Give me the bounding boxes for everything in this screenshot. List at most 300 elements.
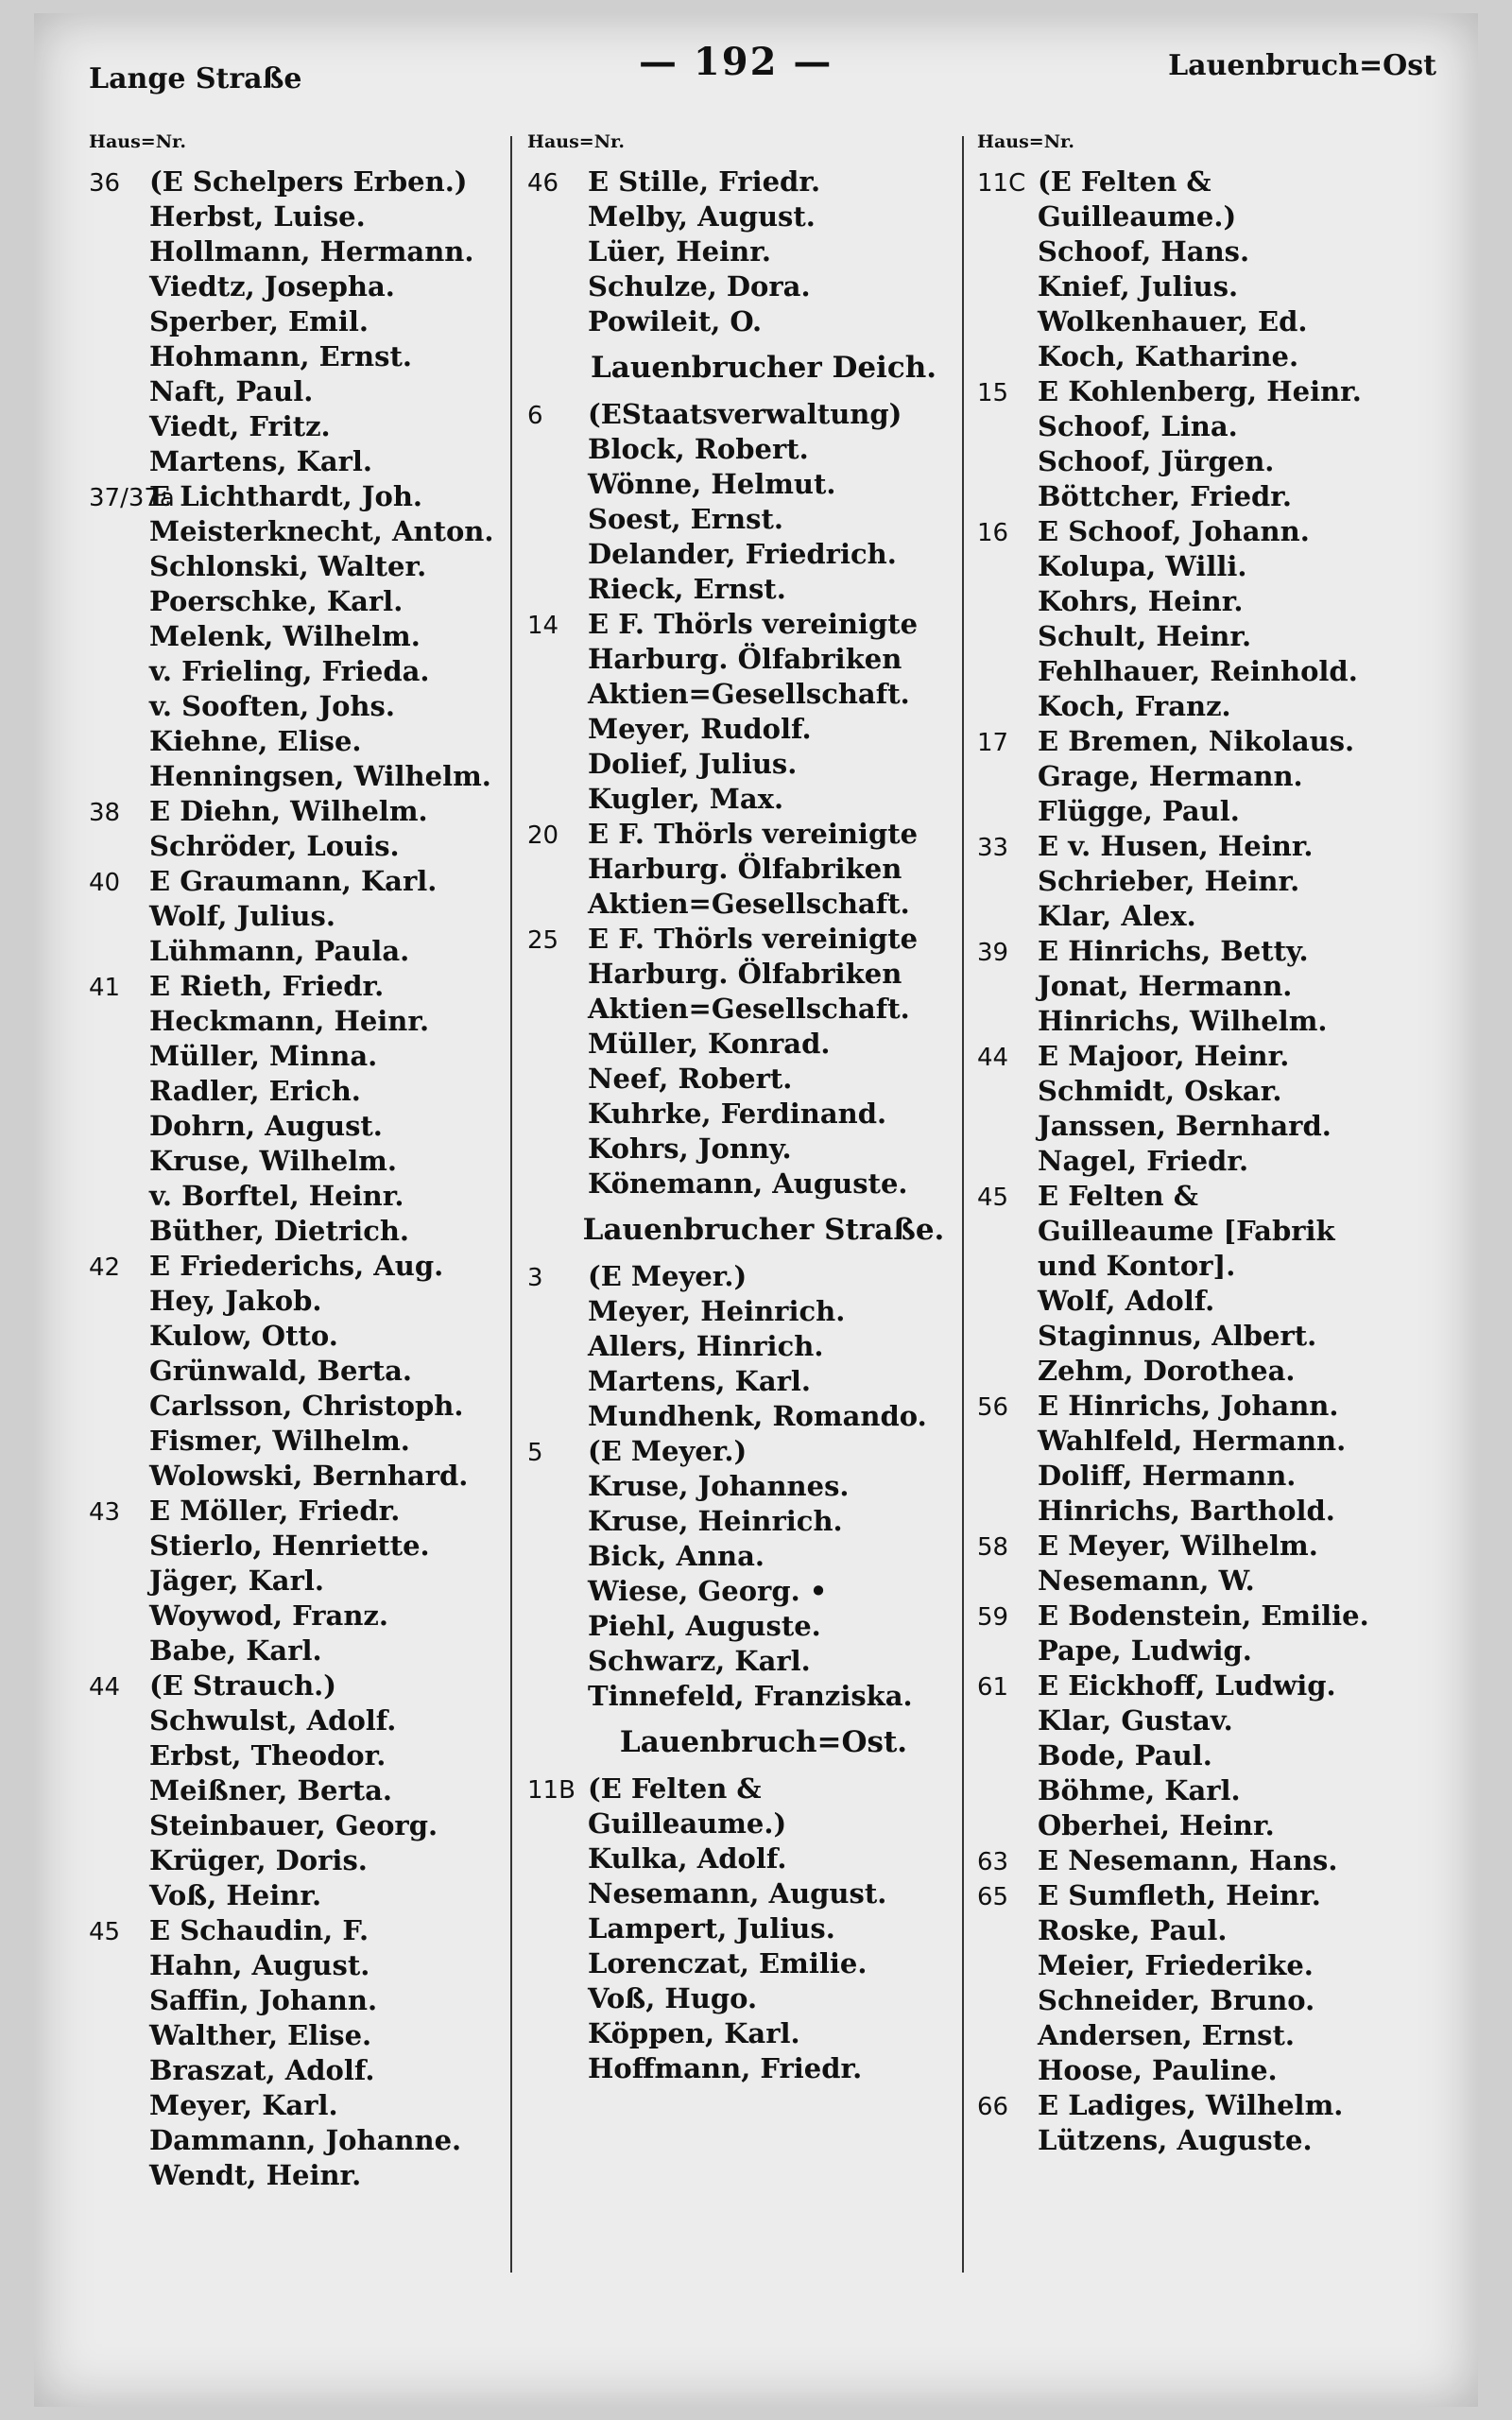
house-number: 61	[977, 1673, 1009, 1702]
directory-entry	[977, 654, 1469, 689]
resident-name: Piehl, Auguste.	[588, 1610, 821, 1642]
resident-name: E Diehn, Wilhelm.	[149, 795, 428, 827]
directory-entry	[977, 514, 1469, 549]
street-heading: Lauenbruch=Ost.	[619, 1725, 908, 1759]
directory-entry	[977, 1668, 1469, 1703]
directory-entry	[527, 817, 1000, 852]
directory-entry	[89, 2053, 561, 2088]
directory-entry	[527, 1259, 1000, 1294]
directory-entry	[89, 724, 561, 759]
resident-name: E F. Thörls vereinigte	[588, 818, 919, 850]
directory-entry	[977, 1424, 1469, 1459]
resident-name: Kohrs, Heinr.	[1038, 585, 1244, 617]
resident-name: Böttcher, Friedr.	[1038, 480, 1293, 512]
resident-name: Flügge, Paul.	[1038, 795, 1240, 827]
directory-entry	[977, 1354, 1469, 1389]
house-number: 6	[527, 402, 543, 430]
house-number: 37/37a	[89, 484, 175, 512]
resident-name: E Bremen, Nikolaus.	[1038, 725, 1355, 757]
resident-name: Saffin, Johann.	[149, 1984, 378, 2016]
directory-entry	[89, 304, 561, 339]
directory-entry	[527, 432, 1000, 467]
directory-entry	[89, 1948, 561, 1983]
directory-entry	[89, 1319, 561, 1354]
resident-name: E Sumfleth, Heinr.	[1038, 1879, 1321, 1911]
directory-entry	[527, 922, 1000, 957]
resident-name: Meißner, Berta.	[149, 1774, 393, 1806]
directory-entry	[527, 1772, 1000, 1806]
resident-name: (E Schelpers Erben.)	[149, 165, 468, 198]
resident-name: Jonat, Hermann.	[1038, 970, 1293, 1002]
resident-name: Wolowski, Bernhard.	[149, 1460, 469, 1492]
house-number: 65	[977, 1883, 1009, 1911]
directory-entry	[977, 1249, 1469, 1284]
directory-entry	[977, 724, 1469, 759]
directory-entry	[977, 1494, 1469, 1529]
resident-name: Grage, Hermann.	[1038, 760, 1303, 792]
resident-name: (E Felten &	[1038, 165, 1211, 198]
directory-entry	[89, 2018, 561, 2053]
resident-name: Kruse, Johannes.	[588, 1470, 850, 1502]
resident-name: Aktien=Gesellschaft.	[588, 678, 910, 710]
directory-entry	[89, 444, 561, 479]
resident-name: Fismer, Wilhelm.	[149, 1425, 410, 1457]
directory-entry	[527, 957, 1000, 992]
resident-name: Schult, Heinr.	[1038, 620, 1252, 652]
directory-entry	[89, 2158, 561, 2193]
resident-name: E Eickhoff, Ludwig.	[1038, 1669, 1336, 1702]
street-heading: Lauenbrucher Deich.	[590, 351, 937, 385]
directory-entry	[527, 1027, 1000, 1062]
house-number: 11C	[977, 169, 1026, 198]
resident-name: Kulow, Otto.	[149, 1320, 338, 1352]
resident-name: Allers, Hinrich.	[588, 1330, 824, 1362]
directory-entry	[977, 2123, 1469, 2158]
resident-name: (E Strauch.)	[149, 1669, 336, 1702]
directory-entry	[89, 619, 561, 654]
resident-name: Köppen, Karl.	[588, 2017, 800, 2049]
directory-entry	[977, 1983, 1469, 2018]
directory-entry	[527, 537, 1000, 572]
directory-entry	[977, 374, 1469, 409]
house-number: 14	[527, 612, 559, 640]
directory-entry	[527, 677, 1000, 712]
resident-name: Koch, Franz.	[1038, 690, 1231, 722]
resident-name: Lüer, Heinr.	[588, 235, 771, 268]
directory-entry	[89, 1389, 561, 1424]
resident-name: Harburg. Ölfabriken	[588, 643, 902, 675]
directory-entry	[527, 1679, 1000, 1714]
resident-name: Meier, Friederike.	[1038, 1949, 1314, 1981]
directory-entry	[527, 397, 1000, 432]
resident-name: v. Frieling, Frieda.	[149, 655, 430, 687]
resident-name: Schoof, Jürgen.	[1038, 445, 1275, 477]
directory-entry	[89, 1004, 561, 1039]
directory-entry	[527, 572, 1000, 607]
directory-entry	[527, 304, 1000, 339]
directory-entry	[527, 1399, 1000, 1434]
house-number: 20	[527, 821, 559, 850]
directory-entry	[977, 864, 1469, 899]
resident-name: Kolupa, Willi.	[1038, 550, 1247, 582]
house-number: 38	[89, 799, 121, 827]
directory-entry	[527, 1609, 1000, 1644]
resident-name: E Ladiges, Wilhelm.	[1038, 2089, 1344, 2121]
resident-name: v. Sooften, Johs.	[149, 690, 395, 722]
directory-entry	[89, 1564, 561, 1599]
resident-name: Fehlhauer, Reinhold.	[1038, 655, 1358, 687]
resident-name: Schlonski, Walter.	[149, 550, 427, 582]
resident-name: Büther, Dietrich.	[149, 1215, 410, 1247]
resident-name: Könemann, Auguste.	[588, 1167, 908, 1200]
column-header: Haus=Nr.	[89, 131, 186, 152]
resident-name: und Kontor].	[1038, 1250, 1236, 1282]
directory-entry	[527, 1911, 1000, 1946]
resident-name: Kohrs, Jonny.	[588, 1132, 792, 1165]
resident-name: Heckmann, Heinr.	[149, 1005, 430, 1037]
directory-entry	[89, 374, 561, 409]
directory-entry	[89, 1634, 561, 1668]
resident-name: Bick, Anna.	[588, 1540, 765, 1572]
resident-name: Hahn, August.	[149, 1949, 370, 1981]
resident-name: Powileit, O.	[588, 305, 763, 337]
directory-entry	[977, 1843, 1469, 1878]
directory-entry	[977, 1319, 1469, 1354]
directory-entry	[89, 199, 561, 234]
house-number: 15	[977, 379, 1009, 407]
resident-name: Roske, Paul.	[1038, 1914, 1228, 1946]
directory-entry	[527, 164, 1000, 199]
resident-name: Neef, Robert.	[588, 1063, 793, 1095]
resident-name: Kruse, Wilhelm.	[149, 1145, 397, 1177]
resident-name: Dohrn, August.	[149, 1110, 383, 1142]
directory-entry	[89, 1913, 561, 1948]
resident-name: Müller, Minna.	[149, 1040, 378, 1072]
resident-name: Doliff, Hermann.	[1038, 1460, 1297, 1492]
resident-name: Schwulst, Adolf.	[149, 1704, 397, 1737]
directory-entry	[89, 269, 561, 304]
directory-entry	[977, 899, 1469, 934]
directory-entry	[527, 502, 1000, 537]
resident-name: Radler, Erich.	[149, 1075, 361, 1107]
resident-name: Krüger, Doris.	[149, 1844, 368, 1876]
resident-name: Naft, Paul.	[149, 375, 314, 407]
directory-entry	[527, 887, 1000, 922]
resident-name: Lampert, Julius.	[588, 1912, 835, 1945]
directory-entry	[89, 234, 561, 269]
resident-name: Soest, Ernst.	[588, 503, 783, 535]
directory-entry	[89, 1039, 561, 1074]
directory-entry	[527, 2051, 1000, 2086]
resident-name: E F. Thörls vereinigte	[588, 923, 919, 955]
resident-name: Koch, Katharine.	[1038, 340, 1299, 372]
resident-name: Hinrichs, Barthold.	[1038, 1495, 1335, 1527]
directory-entry	[977, 1738, 1469, 1773]
resident-name: Wolf, Adolf.	[1038, 1285, 1215, 1317]
resident-name: Schoof, Hans.	[1038, 235, 1250, 268]
resident-name: E v. Husen, Heinr.	[1038, 830, 1314, 862]
house-number: 63	[977, 1848, 1009, 1876]
resident-name: Viedt, Fritz.	[149, 410, 331, 442]
resident-name: Aktien=Gesellschaft.	[588, 888, 910, 920]
resident-name: Schoof, Lina.	[1038, 410, 1238, 442]
directory-entry	[527, 1644, 1000, 1679]
resident-name: v. Borftel, Heinr.	[149, 1180, 404, 1212]
resident-name: E Nesemann, Hans.	[1038, 1844, 1338, 1876]
directory-entry	[977, 1284, 1469, 1319]
directory-entry	[527, 1946, 1000, 1981]
house-number: 17	[977, 729, 1009, 757]
directory-entry	[977, 1564, 1469, 1599]
directory-entry	[527, 1167, 1000, 1201]
directory-entry	[977, 1948, 1469, 1983]
column-header: Haus=Nr.	[977, 131, 1074, 152]
directory-entry	[977, 759, 1469, 794]
directory-entry	[977, 1703, 1469, 1738]
resident-name: Melby, August.	[588, 200, 816, 233]
directory-entry	[89, 164, 561, 199]
house-number: 42	[89, 1253, 121, 1282]
resident-name: Böhme, Karl.	[1038, 1774, 1241, 1806]
resident-name: Erbst, Theodor.	[149, 1739, 387, 1772]
directory-entry	[977, 549, 1469, 584]
resident-name: Braszat, Adolf.	[149, 2054, 375, 2086]
directory-entry	[977, 479, 1469, 514]
directory-entry	[977, 1529, 1469, 1564]
directory-entry	[527, 1876, 1000, 1911]
directory-entry	[527, 1434, 1000, 1469]
resident-name: Wiese, Georg. •	[588, 1575, 828, 1607]
resident-name: Dammann, Johanne.	[149, 2124, 462, 2156]
directory-entry	[89, 479, 561, 514]
house-number: 59	[977, 1603, 1009, 1632]
resident-name: Hollmann, Hermann.	[149, 235, 474, 268]
resident-name: Stierlo, Henriette.	[149, 1530, 430, 1562]
resident-name: Nesemann, August.	[588, 1877, 887, 1910]
resident-name: Schrieber, Heinr.	[1038, 865, 1300, 897]
directory-page	[34, 13, 1478, 2407]
directory-entry	[977, 1634, 1469, 1668]
resident-name: E Schaudin, F.	[149, 1914, 369, 1946]
resident-name: E F. Thörls vereinigte	[588, 608, 919, 640]
directory-entry	[977, 339, 1469, 374]
house-number: 33	[977, 834, 1009, 862]
directory-entry	[89, 514, 561, 549]
directory-entry	[527, 1981, 1000, 2016]
directory-entry	[977, 1004, 1469, 1039]
directory-entry	[527, 992, 1000, 1027]
directory-entry	[89, 1109, 561, 1144]
directory-entry	[977, 1878, 1469, 1913]
directory-entry	[89, 1284, 561, 1319]
resident-name: Kruse, Heinrich.	[588, 1505, 843, 1537]
resident-name: Schmidt, Oskar.	[1038, 1075, 1282, 1107]
directory-entry	[527, 642, 1000, 677]
house-number: 3	[527, 1264, 543, 1292]
resident-name: (E Felten &	[588, 1772, 762, 1805]
resident-name: Klar, Alex.	[1038, 900, 1196, 932]
column-2	[527, 127, 1000, 2086]
directory-entry	[89, 1808, 561, 1843]
resident-name: E Hinrichs, Johann.	[1038, 1390, 1339, 1422]
resident-name: Mundhenk, Romando.	[588, 1400, 927, 1432]
directory-entry	[89, 1703, 561, 1738]
house-number: 11B	[527, 1776, 576, 1805]
resident-name: Rieck, Ernst.	[588, 573, 786, 605]
resident-name: Guilleaume.)	[1038, 200, 1237, 233]
house-number: 45	[89, 1918, 121, 1946]
resident-name: Bode, Paul.	[1038, 1739, 1212, 1772]
resident-name: Melenk, Wilhelm.	[149, 620, 421, 652]
directory-entry	[89, 1599, 561, 1634]
directory-entry	[527, 1841, 1000, 1876]
directory-entry	[89, 1494, 561, 1529]
resident-name: Carlsson, Christoph.	[149, 1390, 464, 1422]
house-number: 45	[977, 1184, 1009, 1212]
directory-entry	[527, 1097, 1000, 1132]
resident-name: (E Meyer.)	[588, 1260, 747, 1292]
resident-name: Meyer, Heinrich.	[588, 1295, 846, 1327]
house-number: 16	[977, 519, 1009, 547]
directory-entry	[89, 689, 561, 724]
directory-entry	[89, 934, 561, 969]
directory-entry	[527, 2016, 1000, 2051]
resident-name: Poerschke, Karl.	[149, 585, 404, 617]
directory-entry	[977, 2053, 1469, 2088]
directory-entry	[977, 199, 1469, 234]
directory-entry	[977, 1773, 1469, 1808]
directory-entry	[977, 829, 1469, 864]
resident-name: Wolkenhauer, Ed.	[1038, 305, 1308, 337]
directory-entry	[977, 1039, 1469, 1074]
directory-entry	[89, 1144, 561, 1179]
directory-entry	[89, 1843, 561, 1878]
house-number: 25	[527, 926, 559, 955]
resident-name: E Felten &	[1038, 1180, 1198, 1212]
directory-entry	[977, 1808, 1469, 1843]
resident-name: Block, Robert.	[588, 433, 809, 465]
directory-entry	[527, 852, 1000, 887]
resident-name: Janssen, Bernhard.	[1038, 1110, 1332, 1142]
resident-name: Aktien=Gesellschaft.	[588, 993, 910, 1025]
directory-entry	[977, 1144, 1469, 1179]
directory-entry	[527, 1294, 1000, 1329]
house-number: 5	[527, 1439, 543, 1467]
resident-name: (EStaatsverwaltung)	[588, 398, 902, 430]
resident-name: Oberhei, Heinr.	[1038, 1809, 1275, 1841]
directory-entry	[89, 1424, 561, 1459]
directory-entry	[977, 1109, 1469, 1144]
street-heading: Lauenbrucher Straße.	[582, 1213, 945, 1247]
resident-name: Babe, Karl.	[149, 1634, 322, 1667]
directory-entry	[527, 747, 1000, 782]
directory-entry	[527, 782, 1000, 817]
directory-entry	[527, 607, 1000, 642]
directory-entry	[977, 1179, 1469, 1214]
house-number: 41	[89, 974, 121, 1002]
column-header: Haus=Nr.	[527, 131, 625, 152]
resident-name: Klar, Gustav.	[1038, 1704, 1233, 1737]
directory-entry	[977, 934, 1469, 969]
resident-name: E Schoof, Johann.	[1038, 515, 1310, 547]
resident-name: E Meyer, Wilhelm.	[1038, 1530, 1318, 1562]
directory-entry	[89, 549, 561, 584]
resident-name: Lorenczat, Emilie.	[588, 1947, 868, 1979]
directory-entry	[977, 269, 1469, 304]
header-street-left: Lange Straße	[89, 62, 302, 95]
resident-name: Schulze, Dora.	[588, 270, 811, 302]
resident-name: E Möller, Friedr.	[149, 1495, 401, 1527]
house-number: 36	[89, 169, 121, 198]
directory-entry	[527, 1329, 1000, 1364]
directory-entry	[527, 1806, 1000, 1841]
resident-name: Schwarz, Karl.	[588, 1645, 811, 1677]
directory-entry	[977, 969, 1469, 1004]
resident-name: Viedtz, Josepha.	[149, 270, 395, 302]
resident-name: Steinbauer, Georg.	[149, 1809, 438, 1841]
directory-entry	[527, 234, 1000, 269]
house-number: 46	[527, 169, 559, 198]
resident-name: Wönne, Helmut.	[588, 468, 836, 500]
resident-name: (E Meyer.)	[588, 1435, 747, 1467]
resident-name: Meyer, Rudolf.	[588, 713, 812, 745]
header-street-right: Lauenbruch=Ost	[1168, 49, 1436, 82]
directory-entry	[977, 1599, 1469, 1634]
directory-entry	[977, 2018, 1469, 2053]
resident-name: E Bodenstein, Emilie.	[1038, 1599, 1369, 1632]
resident-name: Dolief, Julius.	[588, 748, 798, 780]
house-number: 43	[89, 1498, 121, 1527]
directory-entry	[977, 1459, 1469, 1494]
directory-entry	[89, 1459, 561, 1494]
directory-entry	[977, 409, 1469, 444]
directory-entry	[977, 1074, 1469, 1109]
resident-name: E Kohlenberg, Heinr.	[1038, 375, 1362, 407]
directory-entry	[89, 1249, 561, 1284]
page-header	[34, 34, 1478, 95]
directory-entry	[977, 164, 1469, 199]
directory-entry	[89, 339, 561, 374]
directory-entry	[89, 1529, 561, 1564]
resident-name: Tinnefeld, Franziska.	[588, 1680, 913, 1712]
directory-entry	[527, 1574, 1000, 1609]
directory-entry	[89, 829, 561, 864]
directory-entry	[89, 1668, 561, 1703]
directory-entry	[89, 794, 561, 829]
resident-name: Hinrichs, Wilhelm.	[1038, 1005, 1328, 1037]
directory-entry	[89, 1878, 561, 1913]
directory-entry	[89, 654, 561, 689]
directory-entry	[977, 234, 1469, 269]
directory-entry	[89, 1354, 561, 1389]
resident-name: Guilleaume.)	[588, 1807, 787, 1840]
resident-name: Kiehne, Elise.	[149, 725, 362, 757]
resident-name: Woywod, Franz.	[149, 1599, 388, 1632]
resident-name: Wolf, Julius.	[149, 900, 335, 932]
directory-entry	[89, 899, 561, 934]
resident-name: Wendt, Heinr.	[149, 2159, 362, 2191]
resident-name: Herbst, Luise.	[149, 200, 366, 233]
resident-name: Martens, Karl.	[149, 445, 373, 477]
resident-name: E Hinrichs, Betty.	[1038, 935, 1309, 967]
directory-entry	[527, 1364, 1000, 1399]
directory-entry	[89, 759, 561, 794]
resident-name: Kulka, Adolf.	[588, 1842, 787, 1875]
directory-entry	[89, 2088, 561, 2123]
resident-name: Henningsen, Wilhelm.	[149, 760, 491, 792]
directory-entry	[527, 712, 1000, 747]
house-number: 66	[977, 2093, 1009, 2121]
